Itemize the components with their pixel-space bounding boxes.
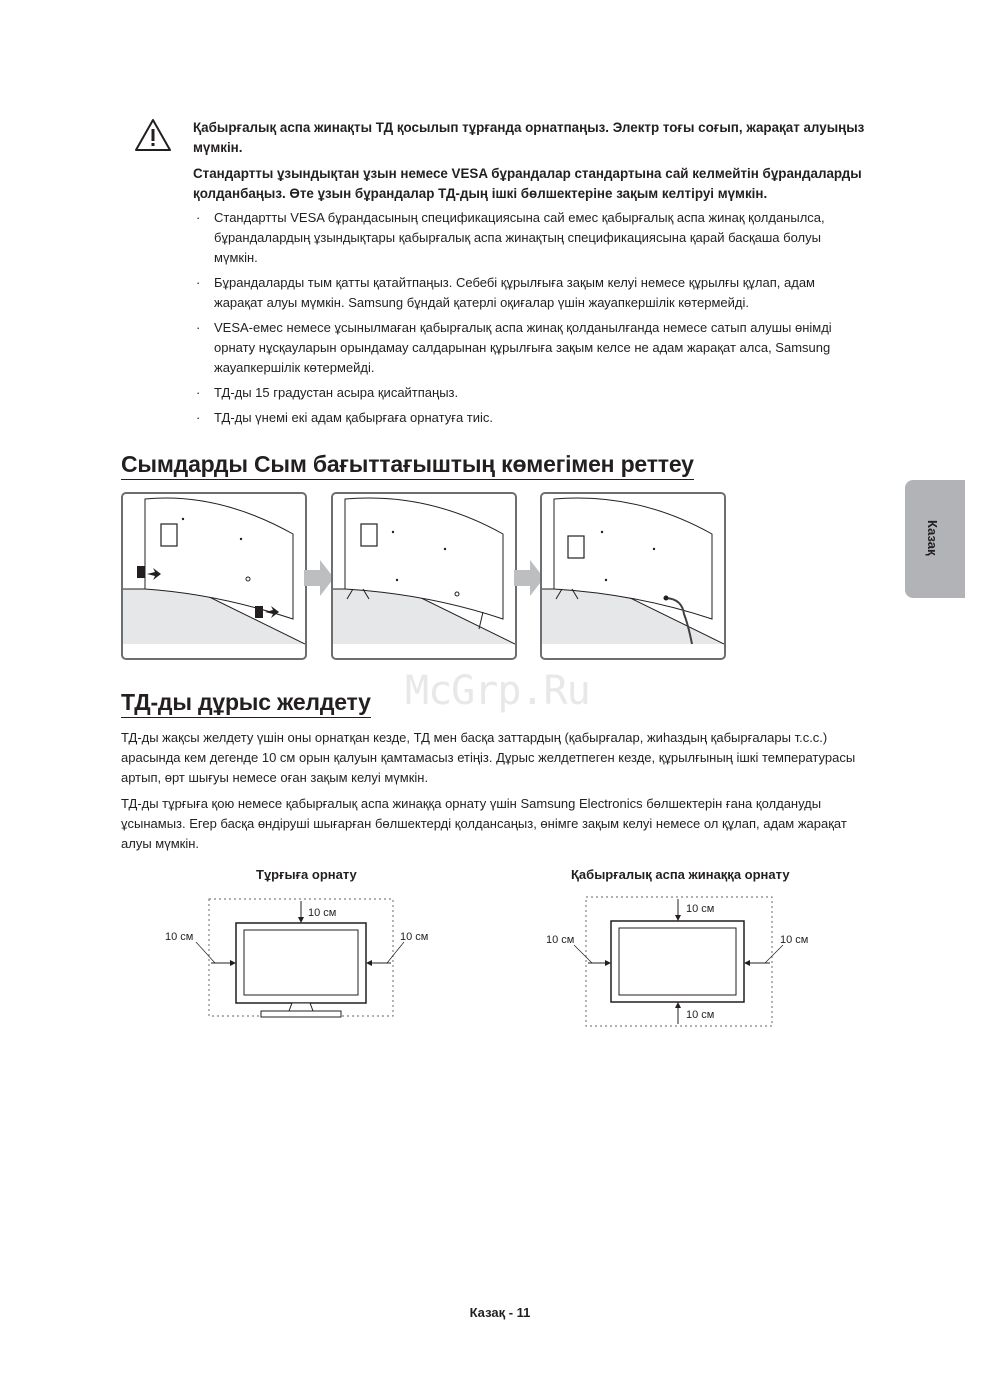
- ventilation-paragraph-1: ТД-ды жақсы желдету үшін оны орнатқан кезде, ТД мен басқа заттардың (қабырғалар, жиһаздың қабырғалары т.с.с.) арасында кем дегенде 10 см орын қалуын қамтамасыз етіңіз. Дұрыс желдетпеген кезде, құрылғының ішкі температурасы артып, өрт шығуы немесе оған зақым келуі мүмкін.: [121, 730, 856, 785]
- warning-block: [193, 118, 873, 210]
- warning-text-2: Стандартты ұзындықтан ұзын немесе VESA бұрандалар стандартына сай келмейтін бұрандаларды қолданбаңыз. Өте ұзын бұрандалар ТД-дың ішкі бөлшектеріне зақым келтіруі мүмкін.: [193, 166, 862, 201]
- arrow-right-icon: [304, 560, 334, 596]
- warning-text-1: Қабырғалық аспа жинақты ТД қосылып тұрғанда орнатпаңыз. Электр тоғы соғып, жарақат алуыңыз мүмкін.: [193, 120, 865, 155]
- list-item: · ТД-ды 15 градустан асыра қисайтпаңыз.: [196, 383, 856, 403]
- stand-diagram-title: Тұрғыға орнату: [256, 867, 357, 882]
- stand-left-label: 10 см: [165, 931, 194, 943]
- illustration-step-2: [331, 492, 517, 660]
- stand-clearance-diagram: [160, 890, 445, 1025]
- wall-clearance-diagram: [540, 890, 825, 1030]
- bullet-mark: ·: [196, 275, 201, 290]
- list-item: · Стандартты VESA бұрандасының спецификациясына сай емес қабырғалық аспа жинақ қолданылса, бұрандалардың ұзындықтары қабырғалық аспа жинақтың спецификациясына қарай басқаша болуы мүмкін.: [196, 210, 825, 265]
- section-title-cable-guide: Сымдарды Сым бағыттағыштың көмегімен реттеу: [121, 450, 694, 480]
- illustration-step-1: [121, 492, 307, 660]
- bullet-mark: ·: [196, 410, 201, 425]
- bullet-mark: ·: [196, 320, 201, 335]
- wall-bottom-label: 10 см: [686, 1009, 715, 1021]
- wall-right-label: 10 см: [780, 934, 809, 946]
- watermark: McGrp.Ru: [405, 668, 590, 714]
- section-title-ventilation: ТД-ды дұрыс желдету: [121, 688, 371, 718]
- side-tab-label: Казақ: [925, 520, 940, 556]
- warning-icon: [134, 118, 172, 152]
- list-item: · ТД-ды үнемі екі адам қабырғаға орнатуға тиіс.: [196, 408, 856, 428]
- page-footer: Казақ - 11: [469, 1305, 531, 1320]
- stand-right-label: 10 см: [400, 931, 429, 943]
- stand-top-label: 10 см: [308, 907, 337, 919]
- list-item: · Бұрандаларды тым қатты қатайтпаңыз. Себебі құрылғыға зақым келуі немесе құрылғы құлап, адам жарақат алуы мүмкін. Samsung бұндай қатерлі оқиғалар үшін жауапкершілік көтермейді.: [196, 275, 815, 310]
- wall-left-label: 10 см: [546, 934, 575, 946]
- bullet-mark: ·: [196, 385, 201, 400]
- illustration-step-3: [540, 492, 726, 660]
- caution-list: [196, 208, 856, 433]
- language-side-tab: [905, 480, 965, 598]
- wall-top-label: 10 см: [686, 903, 715, 915]
- wall-diagram-title: Қабырғалық аспа жинаққа орнату: [571, 867, 790, 882]
- ventilation-paragraph-2: ТД-ды тұрғыға қою немесе қабырғалық аспа жинаққа орнату үшін Samsung Electronics бөлшектерін ғана қолдануды ұсынамыз. Егер басқа өндіруші шығарған бөлшектерді қолдансаңыз, өнімге зақым келуі немесе ол құлап, адам жарақат алуы мүмкін.: [121, 796, 847, 851]
- list-item: · VESA-емес немесе ұсынылмаған қабырғалық аспа жинақ қолданылғанда немесе сатып алушы өнімді орнату нұсқауларын орындамау салдарынан құрылғыға зақым келсе не адам жарақат алса, Samsung жауапкершілік көтермейді.: [196, 320, 832, 375]
- bullet-mark: ·: [196, 210, 201, 225]
